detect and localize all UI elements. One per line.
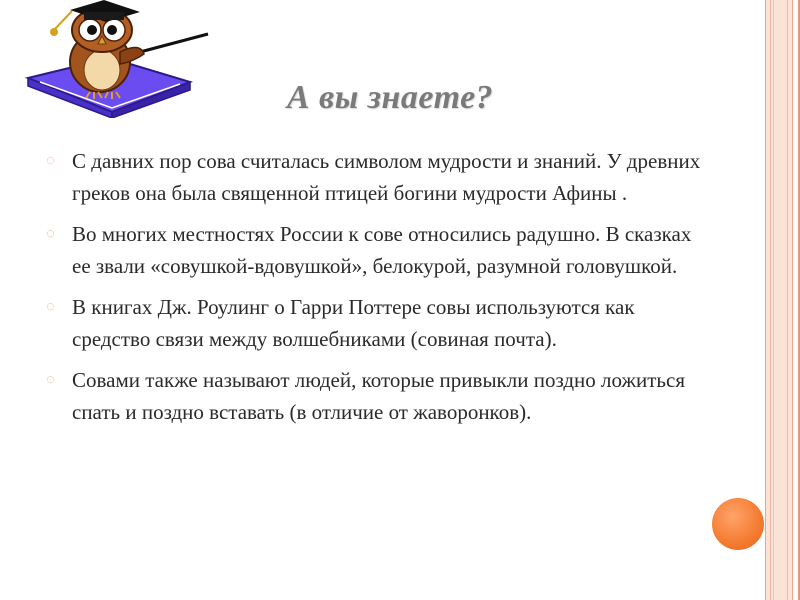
bullet-text: В книгах Дж. Роулинг о Гарри Поттере совы используются как средство связи между волшебниками (совиная почта). <box>72 295 635 351</box>
owl-on-book-icon <box>20 0 210 118</box>
list-item <box>46 364 706 428</box>
bullet-text: С давних пор сова считалась символом мудрости и знаний. У древних греков она была священной птицей богини мудрости Афины . <box>72 149 701 205</box>
bullet-list <box>46 145 706 437</box>
list-item <box>46 218 706 282</box>
bullet-text: Совами также называют людей, которые привыкли поздно ложиться спать и поздно вставать (в отличие от жаворонков). <box>72 368 685 424</box>
bullet-marker-icon: ◌ <box>46 299 55 315</box>
bullet-marker-icon: ◌ <box>46 153 55 169</box>
accent-circle <box>712 498 764 550</box>
bullet-marker-icon: ◌ <box>46 226 55 242</box>
bullet-marker-icon: ◌ <box>46 372 55 388</box>
slide-title: А вы знаете? <box>286 79 494 116</box>
frame-line <box>773 0 774 600</box>
frame-side-band <box>765 0 793 600</box>
pointer-stick-icon <box>140 34 208 52</box>
list-item <box>46 291 706 355</box>
list-item <box>46 145 706 209</box>
bullet-text: Во многих местностях России к сове относились радушно. В сказках ее звали «совушкой-вдовушкой», белокурой, разумной головушкой. <box>72 222 692 278</box>
frame-side-band-inner <box>770 0 788 600</box>
